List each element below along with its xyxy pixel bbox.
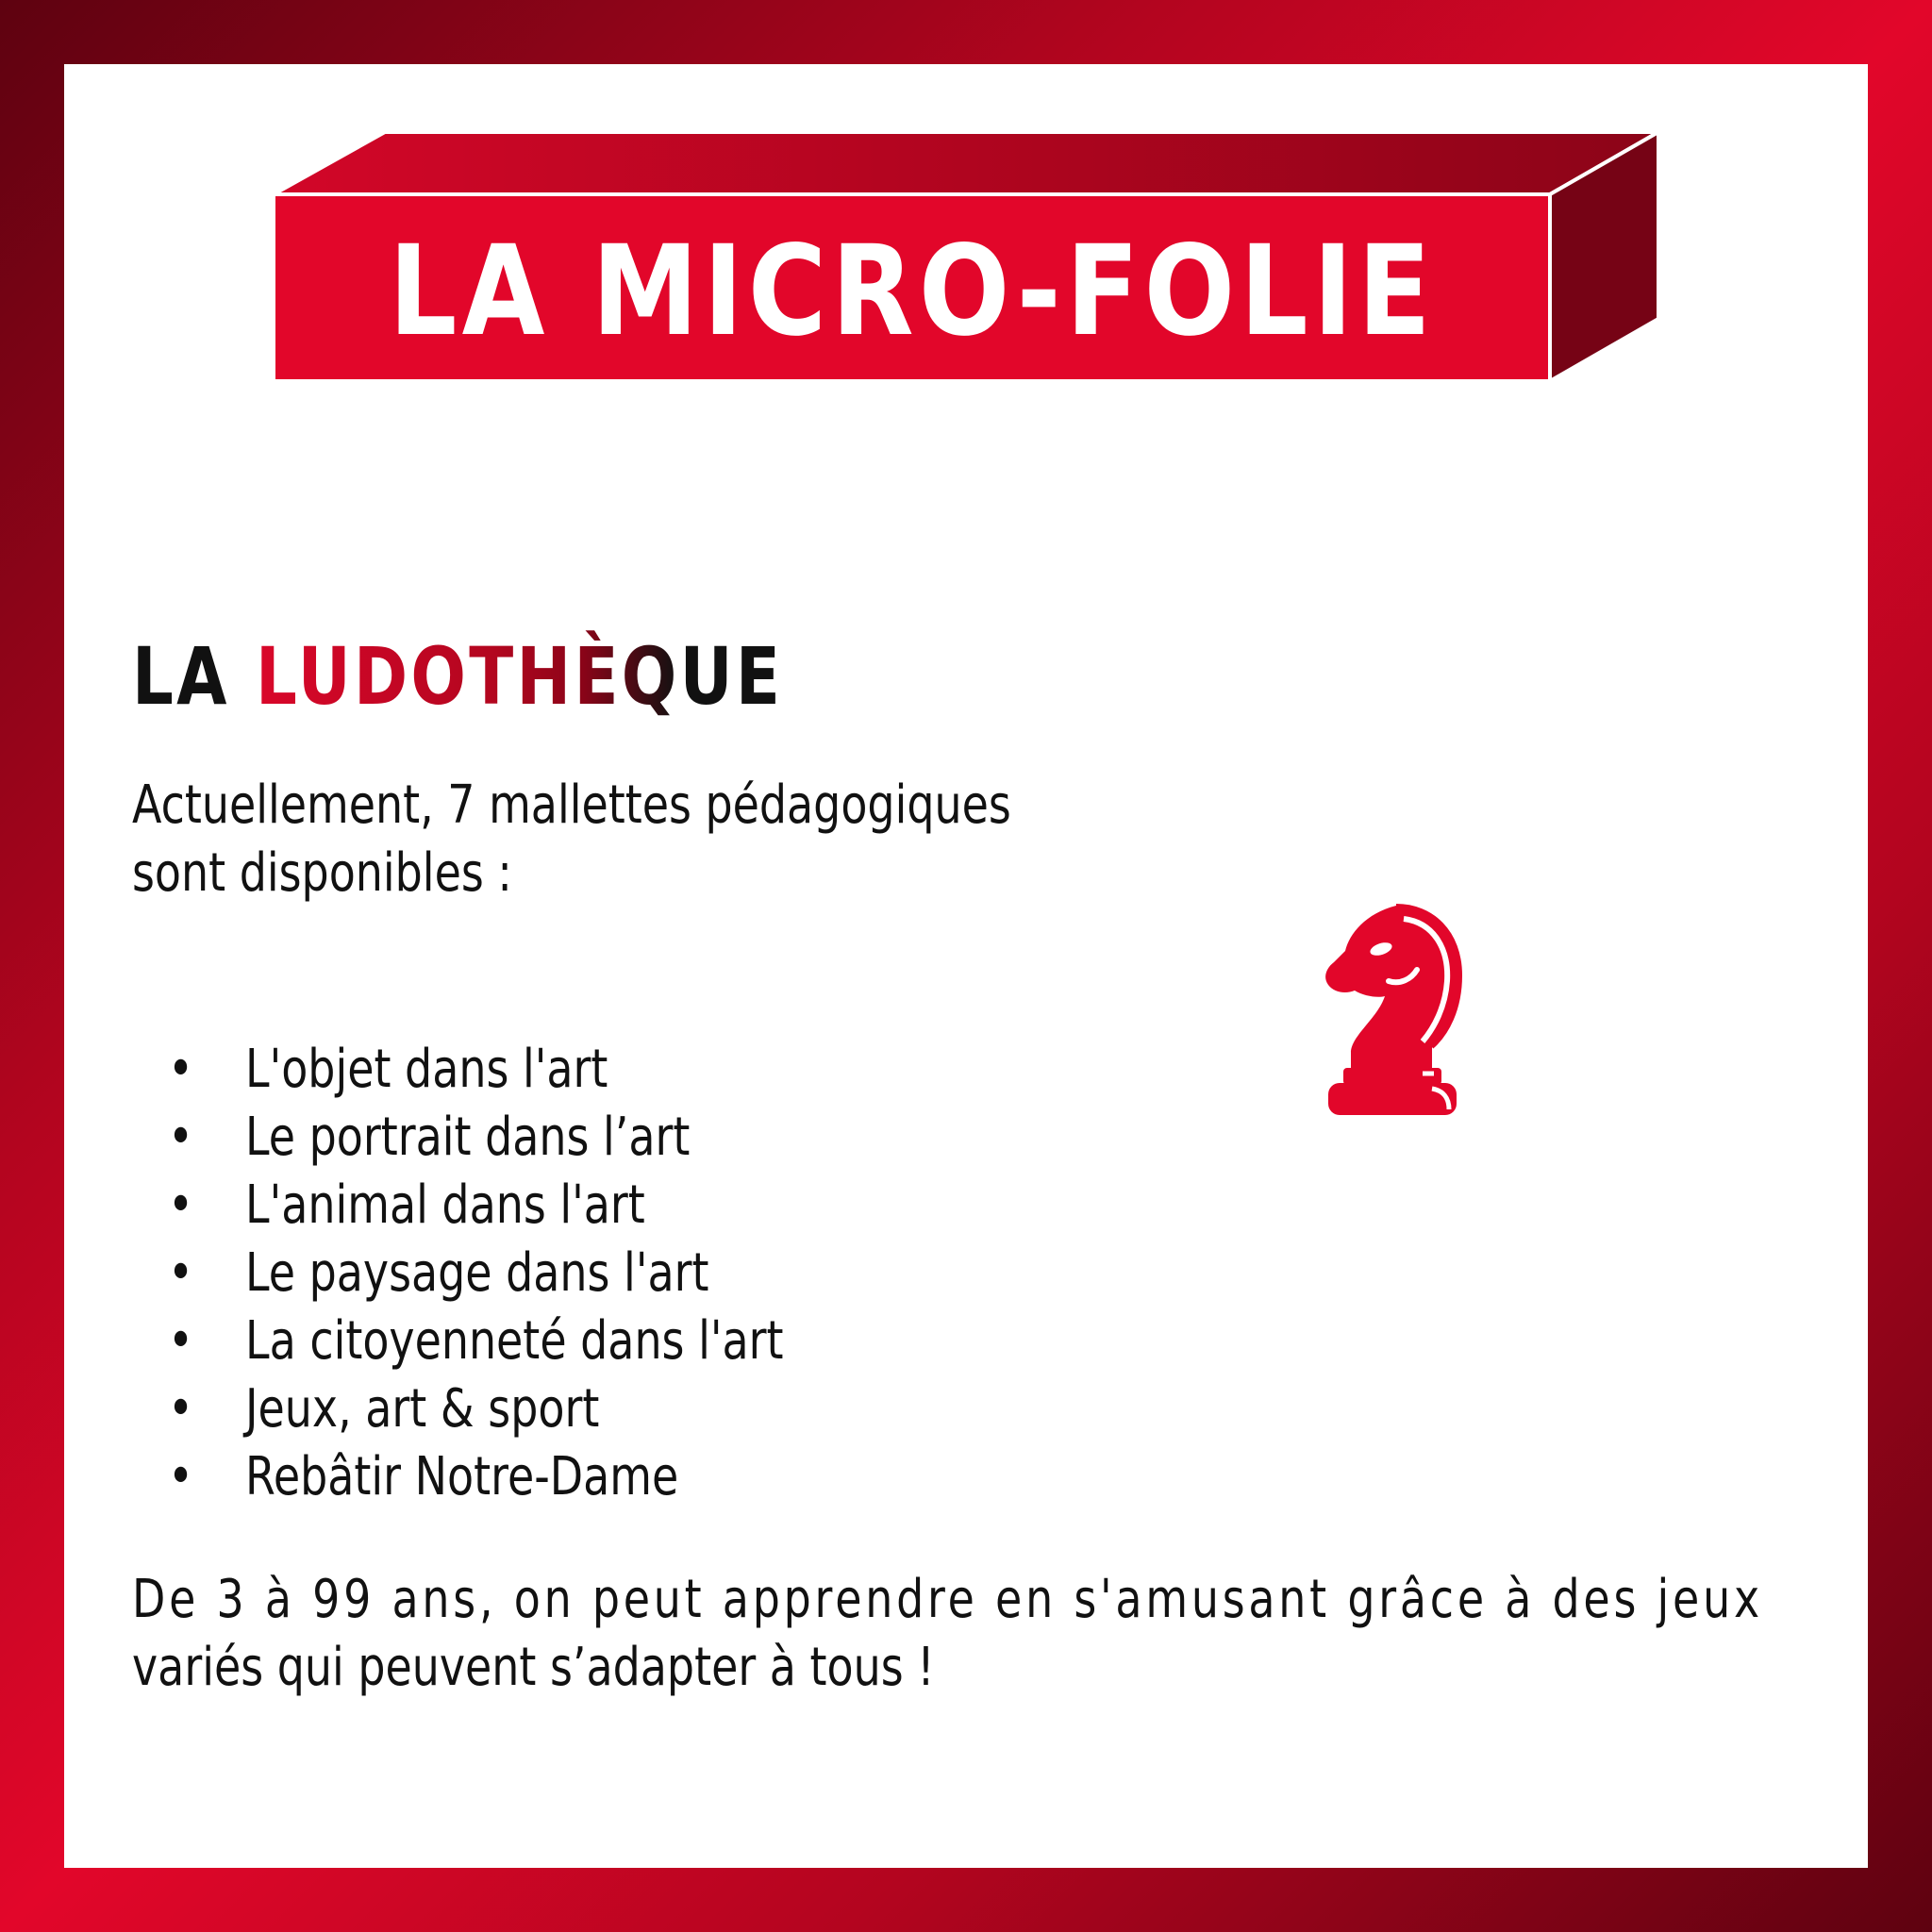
bullet-icon: •: [168, 1378, 194, 1440]
outro-line-2: variés qui peuvent s’adapter à tous !: [132, 1637, 935, 1698]
list-item: [168, 1104, 783, 1172]
section-title: [132, 630, 783, 723]
kit-label: Le paysage dans l'art: [245, 1242, 709, 1304]
list-item: [168, 1307, 783, 1375]
bullet-icon: •: [168, 1107, 194, 1168]
bullet-icon: •: [168, 1174, 194, 1236]
kit-list: [168, 1036, 783, 1511]
kit-label: La citoyenneté dans l'art: [245, 1310, 784, 1372]
banner-title: LA MICRO-FOLIE: [389, 218, 1436, 364]
list-item: [168, 1036, 783, 1104]
bullet-icon: •: [168, 1310, 194, 1372]
chess-knight-icon: [1291, 894, 1479, 1121]
bullet-icon: •: [168, 1446, 194, 1507]
outro-paragraph: [132, 1566, 1763, 1702]
kit-label: Rebâtir Notre-Dame: [245, 1446, 679, 1507]
content-card: [64, 64, 1868, 1868]
bullet-icon: •: [168, 1242, 194, 1304]
kit-label: L'objet dans l'art: [245, 1039, 608, 1100]
intro-line-1: Actuellement, 7 mallettes pédagogiques: [132, 774, 1011, 836]
list-item: [168, 1172, 783, 1240]
list-item: [168, 1375, 783, 1443]
intro-line-2: sont disponibles :: [132, 842, 512, 904]
section-title-prefix: LA: [132, 630, 230, 723]
section-title-main: LUDOTHÈQUE: [256, 630, 784, 723]
kit-label: L'animal dans l'art: [245, 1174, 645, 1236]
list-item: [168, 1443, 783, 1511]
bullet-icon: •: [168, 1039, 194, 1100]
intro-paragraph: [132, 772, 1011, 908]
kit-label: Jeux, art & sport: [245, 1378, 600, 1440]
list-item: [168, 1240, 783, 1307]
outro-line-1: De 3 à 99 ans, on peut apprendre en s'amusant grâce à des jeux: [132, 1569, 1763, 1630]
kit-label: Le portrait dans l’art: [245, 1107, 691, 1168]
